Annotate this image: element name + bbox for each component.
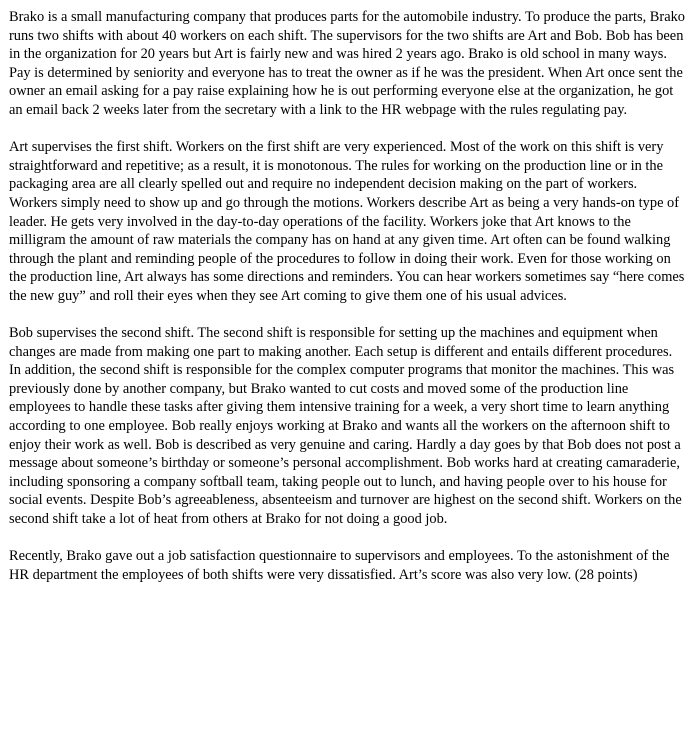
- paragraph-job-satisfaction: Recently, Brako gave out a job satisfaction questionnaire to supervisors and employees. To the astonishment of the HR department the employees of both shifts were very dissatisfied. Art’s score was also very low. (28 points): [9, 548, 670, 583]
- paragraph-bob-second-shift: Bob supervises the second shift. The second shift is responsible for setting up the machines and equipment when changes are made from making one part to making another. Each setup is different and entails different procedures. In addition, the second shift is responsible for the complex computer programs that monitor the machines. This was previously done by another company, but Brako wanted to cut costs and moved some of the production line employees to handle these tasks after giving them intensive training for a week, a very short time to learn anything according to one employee. Bob really enjoys working at Brako and wants all the workers on the afternoon shift to enjoy their work as well. Bob is described as very genuine and caring. Hardly a day goes by that Bob does not post a message about someone’s birthday or someone’s personal accomplishment. Bob works hard at creating camaraderie, including sponsoring a company softball team, taking people out to lunch, and having people over to his house for social events. Despite Bob’s agreeableness, absenteeism and turnover are highest on the second shift. Workers on the second shift take a lot of heat from others at Brako for not doing a good job.: [9, 325, 682, 528]
- paragraph-art-first-shift: Art supervises the first shift. Workers on the first shift are very experienced. Most of the work on this shift is very straightforward and repetitive; as a result, it is monotonous. The rules for working on the production line or in the packaging area are all clearly spelled out and require no independent decision making on the part of workers. Workers simply need to show up and go through the motions. Workers describe Art as being a very hands-on type of leader. He gets very involved in the day-to-day operations of the facility. Workers joke that Art knows to the milligram the amount of raw materials the company has on hand at any given time. Art often can be found walking through the plant and reminding people of the procedures to follow in doing their work. Even for those working on the production line, Art always has some directions and reminders. You can hear workers sometimes say “here comes the new guy” and roll their eyes when they see Art coming to give them one of his usual advices.: [9, 139, 685, 304]
- paragraph-company-background: Brako is a small manufacturing company that produces parts for the automobile industry. To produce the parts, Brako runs two shifts with about 40 workers on each shift. The supervisors for the two shifts are Art and Bob. Bob has been in the organization for 20 years but Art is fairly new and was hired 2 years ago. Brako is old school in many ways. Pay is determined by seniority and everyone has to treat the owner as if he was the president. When Art once sent the owner an email asking for a pay raise explaining how he is out performing everyone else at the organization, he got an email back 2 weeks later from the secretary with a link to the HR webpage with the rules regulating pay.: [9, 9, 685, 118]
